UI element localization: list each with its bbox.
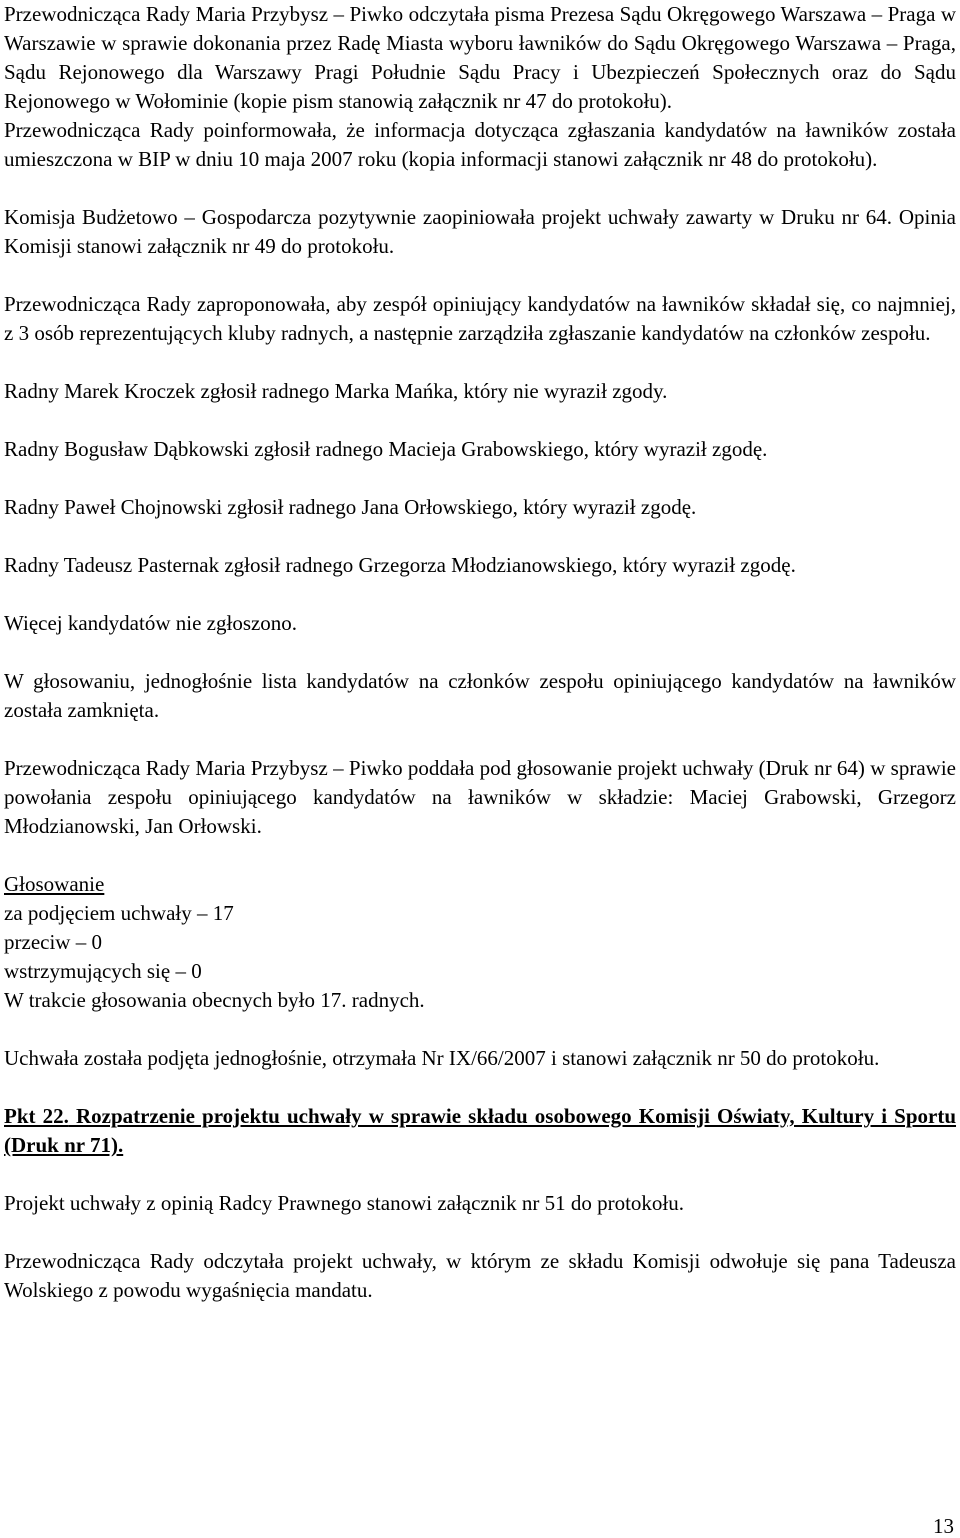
paragraph-commission-opinion: Komisja Budżetowo – Gospodarcza pozytywnie zaopiniowała projekt uchwały zawarty w Druku nr 64. Opinia Komisji stanowi załącznik nr 49 do protokołu.	[4, 205, 956, 258]
paragraph-nomination-pasternak: Radny Tadeusz Pasternak zgłosił radnego Grzegorza Młodzianowskiego, który wyraził zgodę.	[4, 553, 796, 577]
paragraph-no-more-candidates: Więcej kandydatów nie zgłoszono.	[4, 611, 298, 635]
paragraph-nomination-kroczek: Radny Marek Kroczek zgłosił radnego Marka Mańka, który nie wyraził zgody.	[4, 379, 668, 403]
vote-for: za podjęciem uchwały – 17	[4, 901, 234, 925]
spacer	[4, 261, 956, 290]
vote-section	[4, 870, 956, 1015]
paragraph-resolution-adopted: Uchwała została podjęta jednogłośnie, otrzymała Nr IX/66/2007 i stanowi załącznik nr 50 do protokołu.	[4, 1046, 880, 1070]
paragraph-legal-opinion: Projekt uchwały z opinią Radcy Prawnego stanowi załącznik nr 51 do protokołu.	[4, 1191, 684, 1215]
spacer	[4, 1160, 956, 1189]
paragraph-nomination-chojnowski: Radny Paweł Chojnowski zgłosił radnego Jana Orłowskiego, który wyraził zgodę.	[4, 495, 697, 519]
spacer	[4, 174, 956, 203]
agenda-point-title: Rozpatrzenie projektu uchwały w sprawie składu osobowego Komisji Oświaty, Kultury i Sportu (Druk nr 71).	[4, 1104, 957, 1157]
spacer	[4, 348, 956, 377]
vote-heading: Głosowanie	[4, 872, 105, 896]
paragraph-vote-proposal: Przewodnicząca Rady Maria Przybysz – Piwko poddała pod głosowanie projekt uchwały (Druk nr 64) w sprawie powołania zespołu opiniującego kandydatów na ławników w składzie: Maciej Grabowski, Grzegorz Młodzianowski, Jan Orłowski.	[4, 756, 956, 838]
agenda-point-heading	[4, 1102, 956, 1160]
spacer	[4, 638, 956, 667]
spacer	[4, 464, 956, 493]
page-number: 13	[933, 1514, 954, 1538]
spacer	[4, 1015, 956, 1044]
spacer	[4, 522, 956, 551]
paragraph-team-proposal: Przewodnicząca Rady zaproponowała, aby zespół opiniujący kandydatów na ławników składał się, co najmniej, z 3 osób reprezentujących kluby radnych, a następnie zarządziła zgłaszanie kandydatów na członków zespołu.	[4, 292, 956, 345]
paragraph-letters-from-court: Przewodnicząca Rady Maria Przybysz – Piwko odczytała pisma Prezesa Sądu Okręgowego Warszawa – Praga w Warszawie w sprawie dokonania przez Radę Miasta wyboru ławników do Sądu Okręgowego Warszawa – Praga, Sądu Rejonowego dla Warszawy Pragi Południe Sądu Pracy i Ubezpieczeń Społecznych oraz do Sądu Rejonowego w Wołominie (kopie pism stanowią załącznik nr 47 do protokołu).	[4, 2, 956, 113]
spacer	[4, 580, 956, 609]
paragraph-list-closed: W głosowaniu, jednogłośnie lista kandydatów na członków zespołu opiniującego kandydatów na ławników została zamknięta.	[4, 669, 956, 722]
spacer	[4, 841, 956, 870]
vote-abstain: wstrzymujących się – 0	[4, 959, 202, 983]
paragraph-nomination-dabkowski: Radny Bogusław Dąbkowski zgłosił radnego Macieja Grabowskiego, który wyraził zgodę.	[4, 437, 768, 461]
paragraph-bip-information: Przewodnicząca Rady poinformowała, że informacja dotycząca zgłaszania kandydatów na ławników została umieszczona w BIP w dniu 10 maja 2007 roku (kopia informacji stanowi załącznik nr 48 do protokołu).	[4, 118, 956, 171]
spacer	[4, 725, 956, 754]
vote-against: przeciw – 0	[4, 930, 102, 954]
document-page	[4, 0, 956, 1305]
spacer	[4, 1073, 956, 1102]
agenda-point-label: Pkt 22.	[4, 1104, 69, 1128]
spacer	[4, 406, 956, 435]
spacer	[4, 1218, 956, 1247]
paragraph-dismissal: Przewodnicząca Rady odczytała projekt uchwały, w którym ze składu Komisji odwołuje się pana Tadeusza Wolskiego z powodu wygaśnięcia mandatu.	[4, 1249, 956, 1302]
vote-present: W trakcie głosowania obecnych było 17. radnych.	[4, 988, 425, 1012]
